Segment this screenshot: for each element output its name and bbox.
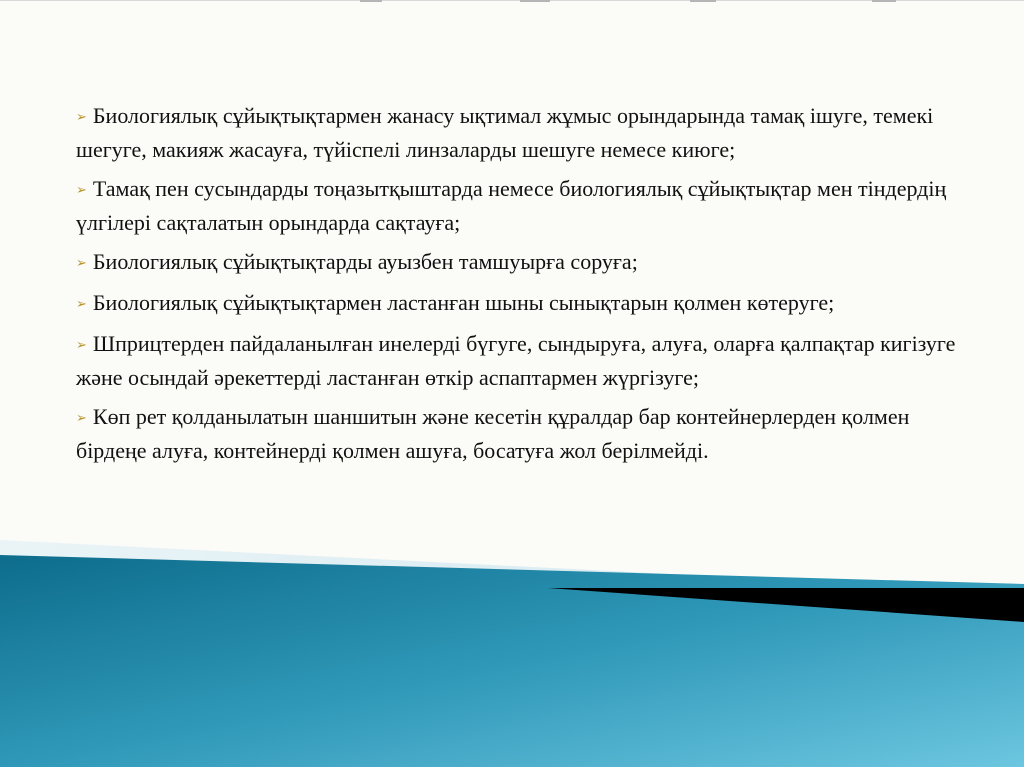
bullet-text: Шприцтерден пайдаланылған инелерді бүгуге, сындыруға, алуға, оларға қалпақтар кигізуге және осындай әрекеттерді ластанған өткір аспаптармен жүргізуге; <box>76 331 956 390</box>
bullet-text: Тамақ пен сусындарды тоңазытқыштарда немесе биологиялық сұйықтықтар мен тіндердің үлгілері сақталатын орындарда сақтауға; <box>76 176 947 235</box>
arrow-bullet-icon: ➢ <box>76 297 87 312</box>
bullet-text: Көп рет қолданылатын шаншитын және кесетін құралдар бар контейнерлерден қолмен бірдеңе алуға, контейнерді қолмен ашуға, босатуға жол берілмейді. <box>76 404 910 463</box>
arrow-bullet-icon: ➢ <box>76 110 87 125</box>
arrow-bullet-icon: ➢ <box>76 183 87 198</box>
arrow-bullet-icon: ➢ <box>76 256 87 271</box>
arrow-bullet-icon: ➢ <box>76 338 87 353</box>
bullet-text: Биологиялық сұйықтықтармен ластанған шыны сынықтарын қолмен көтеруге; <box>92 290 835 315</box>
bullet-text: Биологиялық сұйықтықтармен жанасу ықтимал жұмыс орындарында тамақ ішуге, темекі шегуге, макияж жасауға, түйіспелі линзаларды шешуге немесе киюге; <box>76 103 934 162</box>
bullet-text: Биологиялық сұйықтықтарды ауызбен тамшуырға соруға; <box>92 249 638 274</box>
arrow-bullet-icon: ➢ <box>76 411 87 426</box>
